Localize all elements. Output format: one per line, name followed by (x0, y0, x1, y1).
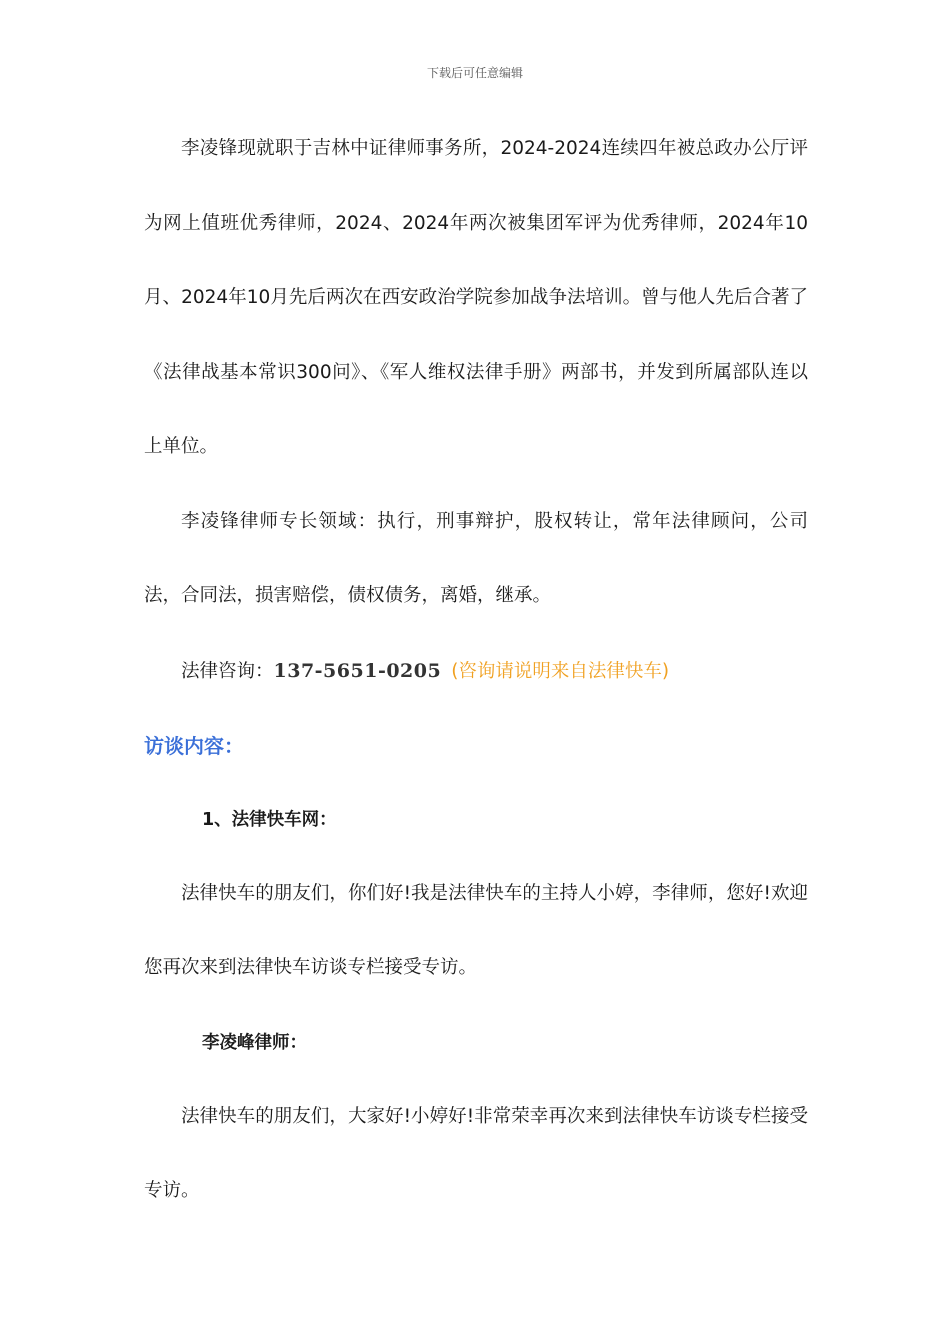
consult-line (144, 634, 808, 709)
host-speech-paragraph: 法律快车的朋友们，你们好!我是法律快车的主持人小婷，李律师，您好!欢迎您再次来到法律快车访谈专栏接受专访。 (144, 882, 808, 978)
specialty-paragraph: 李凌锋律师专长领域：执行，刑事辩护，股权转让，常年法律顾问，公司法，合同法，损害赔偿，债权债务，离婚，继承。 (144, 510, 808, 606)
lawyer-bio-paragraph: 李凌锋现就职于吉林中证律师事务所，2024-2024连续四年被总政办公厅评为网上值班优秀律师，2024、2024年两次被集团军评为优秀律师，2024年10月、2024年10月先后两次在西安政治学院参加战争法培训。曾与他人先后合著了《法律战基本常识300问》、《军人维权法律手册》两部书，并发到所属部队连以上单位。 (144, 138, 808, 457)
document-body (144, 112, 808, 1229)
consult-phone: 137-5651-0205 (273, 659, 442, 682)
lawyer-speech-paragraph: 法律快车的朋友们，大家好!小婷好!非常荣幸再次来到法律快车访谈专栏接受专访。 (144, 1105, 808, 1201)
interview-section-title: 访谈内容： (144, 733, 244, 758)
speaker-host: 1、法律快车网： (202, 809, 337, 830)
page-header-note: 下载后可任意编辑 (426, 66, 523, 80)
speaker-lawyer: 李凌峰律师： (202, 1032, 307, 1053)
consult-note: (咨询请说明来自法律快车) (451, 660, 670, 682)
consult-label: 法律咨询： (181, 660, 274, 682)
